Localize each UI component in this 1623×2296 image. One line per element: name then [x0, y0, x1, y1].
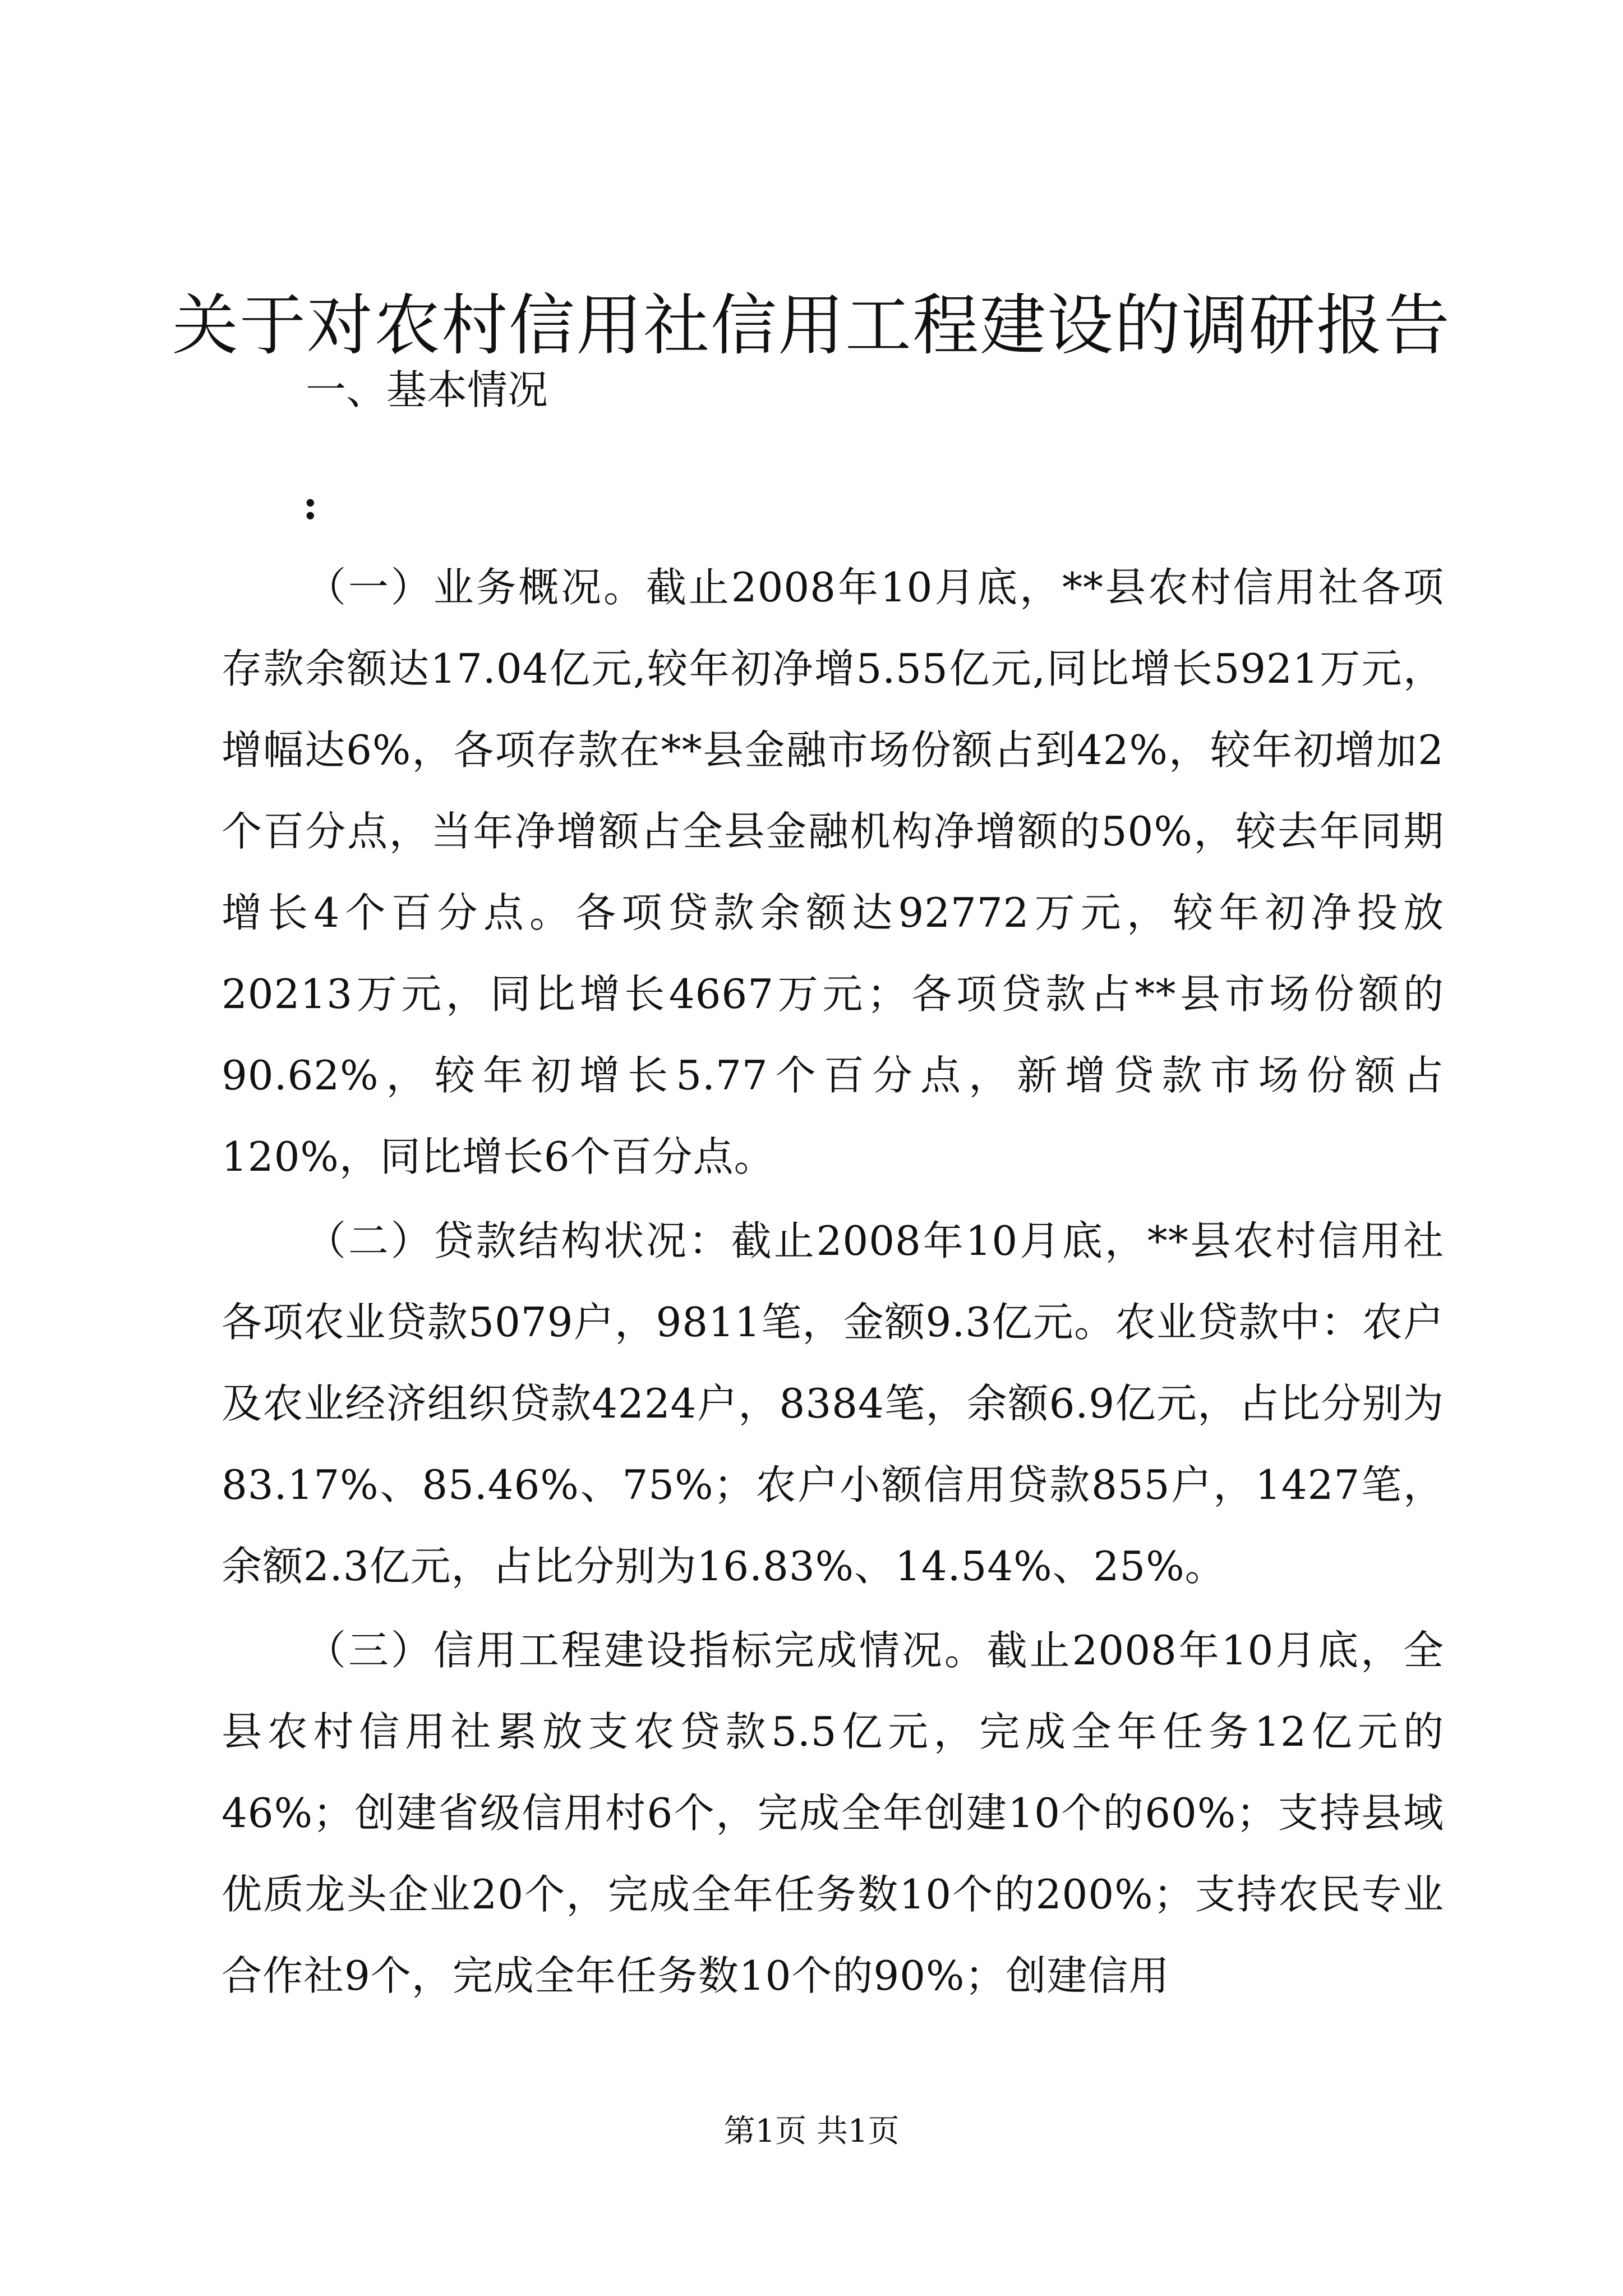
paragraph-loan-structure: （二）贷款结构状况：截止2008年10月底，**县农村信用社各项农业贷款5079户，9811笔，金额9.3亿元。农业贷款中：农户及农业经济组织贷款4224户，8384笔，余额6.9亿元，占比分别为83.17%、85.46%、75%；农户小额信用贷款855户，1427笔，余额2.3亿元，占比分别为16.83%、14.54%、25%。 [222, 1217, 1444, 1590]
page-footer: 第1页 共1页 [723, 2113, 900, 2150]
paragraph-credit-project-indicators: （三）信用工程建设指标完成情况。截止2008年10月底，全县农村信用社累放支农贷款5.5亿元，完成全年任务12亿元的46%；创建省级信用村6个，完成全年创建10个的60%；支持县域优质龙头企业20个，完成全年任务数10个的200%；支持农民专业合作社9个，完成全年任务数10个的90%；创建信用 [222, 1627, 1444, 1999]
paragraph-business-overview: （一）业务概况。截止2008年10月底，**县农村信用社各项存款余额达17.04亿元,较年初净增5.55亿元,同比增长5921万元，增幅达6%，各项存款在**县金融市场份额占到42%，较年初增加2个百分点，当年净增额占全县金融机构净增额的50%，较去年同期增长4个百分点。各项贷款余额达92772万元，较年初净投放20213万元，同比增长4667万元；各项贷款占**县市场份额的90.62%，较年初增长5.77个百分点，新增贷款市场份额占120%，同比增长6个百分点。 [222, 564, 1444, 1180]
stray-colon: : [303, 481, 318, 528]
document-title: 关于对农村信用社信用工程建设的调研报告 [172, 287, 1451, 364]
section-heading: 一、基本情况 [306, 366, 548, 413]
